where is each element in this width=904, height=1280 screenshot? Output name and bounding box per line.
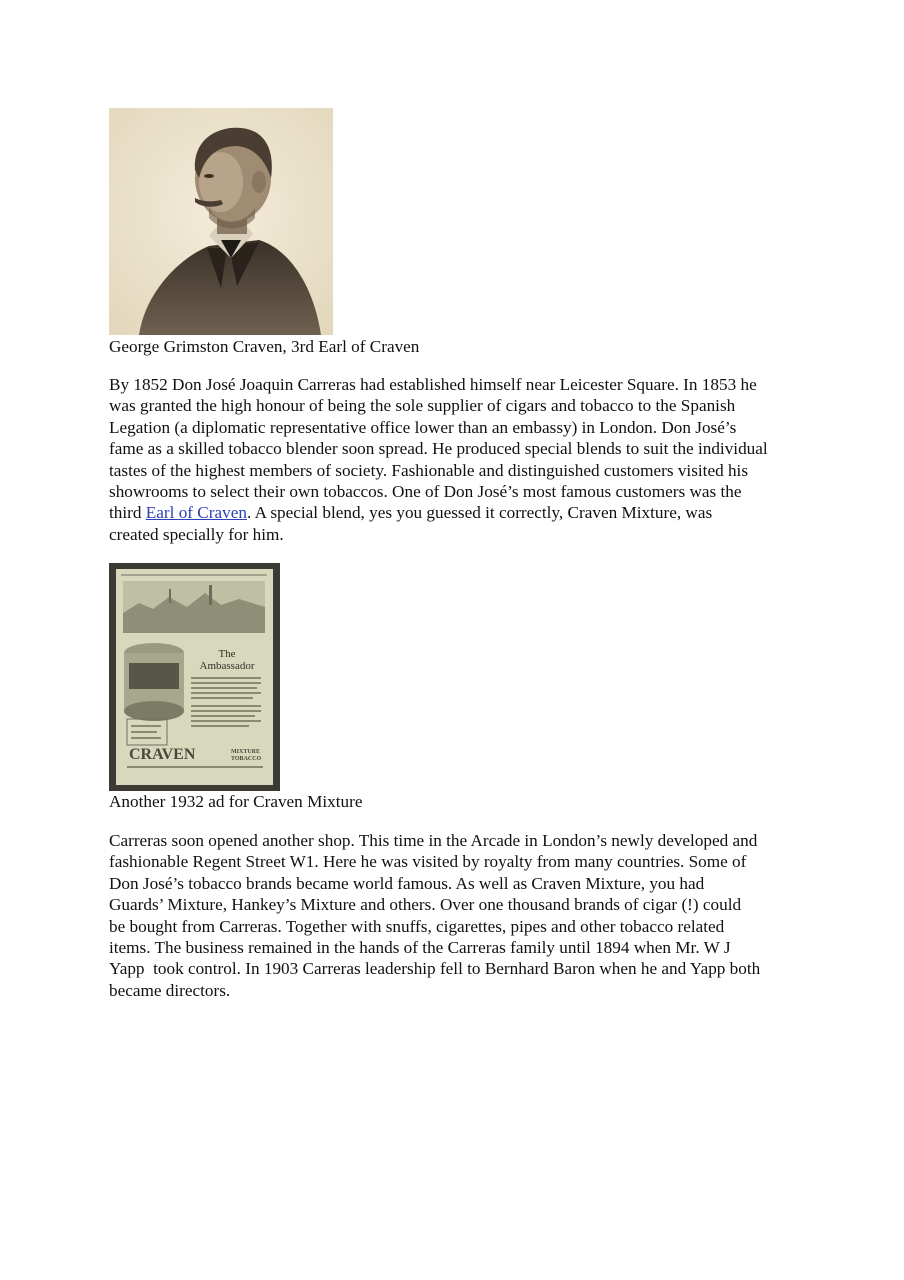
- text-line: be bought from Carreras. Together with snuffs, cigarettes, pipes and other tobacco related: [109, 916, 725, 936]
- craven-mixture-ad-image: [109, 563, 280, 791]
- ad-illustration: [109, 563, 280, 791]
- earl-of-craven-link[interactable]: Earl of Craven: [145, 503, 247, 523]
- text-line: Legation (a diplomatic representative office lower than an embassy) in London. Don José’s: [109, 417, 737, 437]
- text-line: was granted the high honour of being the sole supplier of cigars and tobacco to the Spanish: [109, 396, 736, 416]
- text-line: Guards’ Mixture, Hankey’s Mixture and others. Over one thousand brands of cigar (!) could: [109, 895, 742, 915]
- ad-text-brand: CRAVEN: [129, 746, 196, 763]
- text-line-with-link: [109, 502, 809, 523]
- text-line: fashionable Regent Street W1. Here he was visited by royalty from many countries. Some of: [109, 852, 747, 872]
- portrait-caption: George Grimston Craven, 3rd Earl of Craven: [109, 337, 420, 356]
- ad-text-mixture: MIXTURE: [231, 749, 261, 755]
- ad-caption: Another 1932 ad for Craven Mixture: [109, 792, 363, 811]
- text-line: showrooms to select their own tobaccos. One of Don José’s most famous customers was the: [109, 482, 742, 502]
- portrait-photo: [109, 108, 333, 335]
- ad-text-tobacco: TOBACCO: [231, 756, 262, 762]
- text-line: items. The business remained in the hands of the Carreras family until 1894 when Mr. W J: [109, 938, 731, 958]
- ad-text-the: The: [218, 648, 236, 660]
- text-line: became directors.: [109, 980, 231, 1000]
- text-line: tastes of the highest members of society. Fashionable and distinguished customers visited his: [109, 460, 749, 480]
- text-segment: . A special blend, yes you guessed it correctly, Craven Mixture, was: [246, 503, 713, 523]
- text-line: fame as a skilled tobacco blender soon spread. He produced special blends to suit the individual: [109, 439, 768, 459]
- paragraph-history-1: [109, 374, 809, 545]
- text-segment: third: [109, 503, 146, 523]
- ad-text-ambassador: Ambassador: [199, 660, 255, 672]
- text-line: Carreras soon opened another shop. This time in the Arcade in London’s newly developed and: [109, 831, 758, 850]
- text-line: created specially for him.: [109, 524, 284, 544]
- paragraph-history-2: [109, 830, 809, 1001]
- portrait-illustration: [109, 108, 333, 335]
- text-line: By 1852 Don José Joaquin Carreras had established himself near Leicester Square. In 1853 he: [109, 375, 757, 394]
- text-line: Yapp took control. In 1903 Carreras leadership fell to Bernhard Baron when he and Yapp both: [109, 959, 761, 979]
- text-line: Don José’s tobacco brands became world famous. As well as Craven Mixture, you had: [109, 873, 705, 893]
